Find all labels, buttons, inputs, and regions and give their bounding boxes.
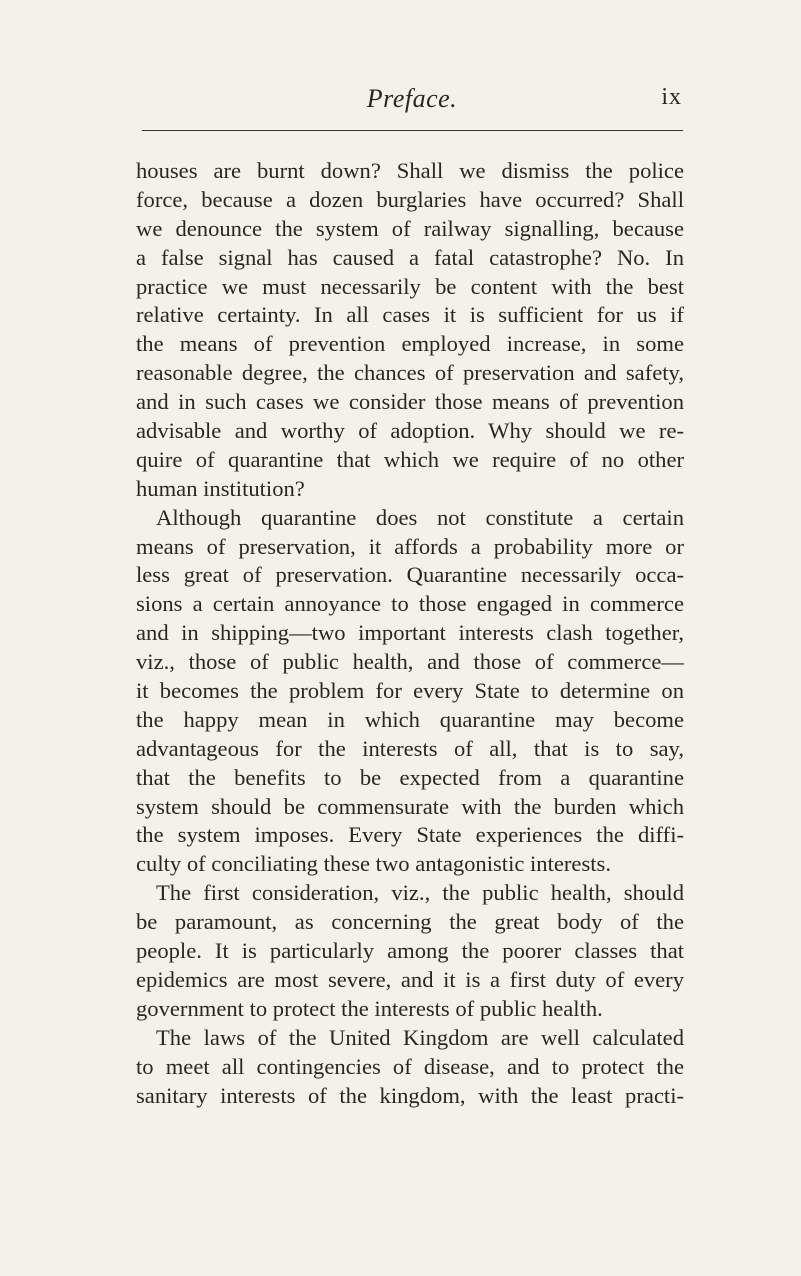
- text-line: force, because a dozen burglaries have occurred? Shall: [136, 186, 684, 212]
- text-line: that the benefits to be expected from a quarantine: [136, 764, 684, 790]
- page-number: ix: [661, 84, 682, 110]
- text-line: government to protect the interests of public health.: [136, 995, 603, 1021]
- text-line: and in such cases we consider those means of prevention: [136, 389, 684, 415]
- body-text: [136, 157, 684, 1110]
- text-line: Although quarantine does not constitute a certain: [156, 504, 684, 530]
- text-line: advantageous for the interests of all, that is to say,: [136, 735, 684, 761]
- header-rule: [142, 130, 683, 131]
- text-line: human institution?: [136, 475, 305, 501]
- text-line: to meet all contingencies of disease, and to protect the: [136, 1053, 684, 1079]
- text-line: the means of prevention employed increase, in some: [136, 331, 684, 357]
- text-line: means of preservation, it affords a probability more or: [136, 533, 684, 559]
- paragraph: [136, 1024, 684, 1111]
- text-line: The first consideration, viz., the public health, should: [156, 880, 684, 906]
- text-line: reasonable degree, the chances of preservation and safety,: [136, 360, 684, 386]
- running-title: Preface.: [366, 84, 458, 113]
- paragraph: [136, 157, 684, 504]
- text-line: relative certainty. In all cases it is sufficient for us if: [136, 302, 684, 328]
- text-line: people. It is particularly among the poorer classes that: [136, 938, 684, 964]
- text-line: viz., those of public health, and those of commerce—: [136, 649, 684, 675]
- text-line: quire of quarantine that which we require of no other: [136, 446, 684, 472]
- text-line: The laws of the United Kingdom are well calculated: [156, 1024, 684, 1050]
- text-line: the happy mean in which quarantine may become: [136, 706, 684, 732]
- paragraph: [136, 879, 684, 1023]
- text-line: we denounce the system of railway signalling, because: [136, 215, 684, 241]
- text-line: and in shipping—two important interests clash together,: [136, 620, 684, 646]
- text-line: the system imposes. Every State experiences the diffi-: [136, 822, 684, 848]
- text-line: practice we must necessarily be content with the best: [136, 273, 684, 299]
- paragraph: [136, 504, 684, 880]
- text-line: be paramount, as concerning the great body of the: [136, 909, 684, 935]
- text-line: system should be commensurate with the burden which: [136, 793, 684, 819]
- text-line: sions a certain annoyance to those engaged in commerce: [136, 591, 684, 617]
- text-line: sanitary interests of the kingdom, with the least practi-: [136, 1082, 684, 1108]
- text-line: it becomes the problem for every State to determine on: [136, 678, 684, 704]
- running-head: [142, 84, 682, 120]
- text-line: advisable and worthy of adoption. Why should we re-: [136, 418, 684, 444]
- text-line: houses are burnt down? Shall we dismiss the police: [136, 158, 684, 183]
- text-line: culty of conciliating these two antagonistic interests.: [136, 851, 611, 877]
- text-line: epidemics are most severe, and it is a first duty of every: [136, 966, 684, 992]
- text-line: less great of preservation. Quarantine necessarily occa-: [136, 562, 684, 588]
- text-line: a false signal has caused a fatal catastrophe? No. In: [136, 244, 684, 270]
